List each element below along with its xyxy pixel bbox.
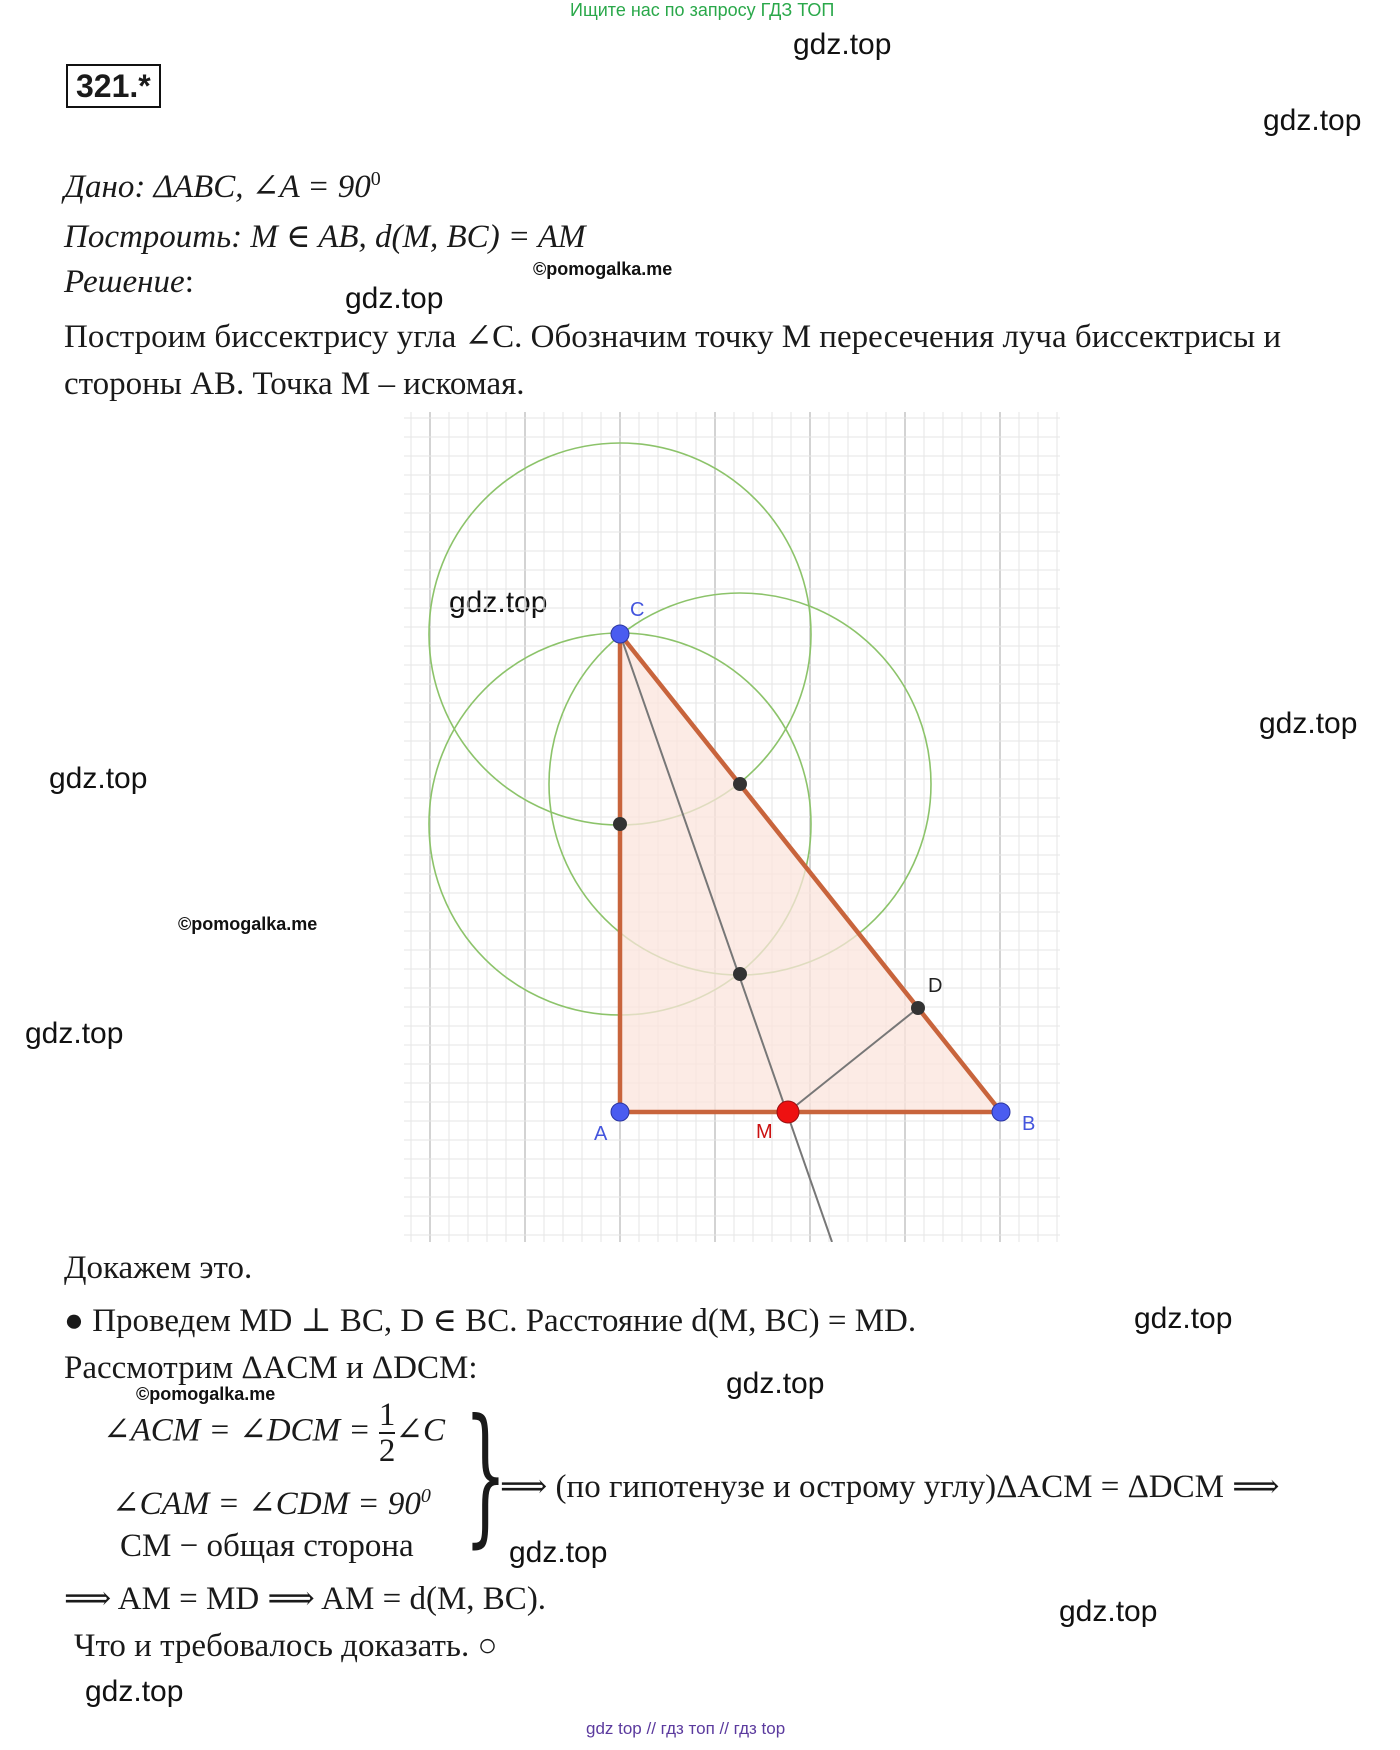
proof-intro: Докажем это. bbox=[64, 1250, 253, 1286]
system-brace: } bbox=[464, 1388, 507, 1562]
search-banner[interactable]: Ищите нас по запросу ГДЗ ТОП bbox=[570, 0, 835, 20]
fraction-half bbox=[379, 1398, 396, 1468]
fraction-denominator: 2 bbox=[378, 1433, 396, 1469]
watermark-pomogalka: ©pomogalka.me bbox=[136, 1384, 276, 1404]
system-row-1 bbox=[103, 1398, 445, 1468]
watermark-gdz: gdz.top bbox=[509, 1536, 608, 1569]
proof-consider: Рассмотрим ΔACM и ΔDCM: bbox=[64, 1350, 478, 1386]
point-b bbox=[992, 1103, 1010, 1121]
watermark-gdz: gdz.top bbox=[793, 28, 892, 61]
point-c bbox=[611, 625, 629, 643]
proof-step-1 bbox=[64, 1300, 916, 1340]
construct-line bbox=[64, 216, 586, 256]
watermark-gdz: gdz.top bbox=[25, 1017, 124, 1050]
point-m bbox=[777, 1101, 799, 1123]
system-row-2 bbox=[112, 1483, 431, 1523]
solution-heading bbox=[64, 264, 194, 301]
construction-figure bbox=[404, 412, 1060, 1242]
row1-right: ∠C bbox=[395, 1412, 445, 1449]
fraction-numerator: 1 bbox=[378, 1397, 396, 1433]
label-m: M bbox=[756, 1121, 773, 1143]
point-d bbox=[911, 1001, 925, 1015]
watermark-gdz: gdz.top bbox=[345, 282, 444, 315]
footer-links[interactable]: gdz top // гдз топ // гдз top bbox=[586, 1719, 786, 1738]
construct-label: Построить bbox=[64, 219, 232, 255]
label-b: B bbox=[1022, 1113, 1036, 1135]
point-a bbox=[611, 1103, 629, 1121]
proof-final: ⟹ AM = MD ⟹ AM = d(M, BC). bbox=[64, 1581, 547, 1617]
step-1-text: Проведем MD ⊥ BC, D ∈ BC. Расстояние d(M, BC) = MD. bbox=[92, 1303, 917, 1339]
watermark-pomogalka: ©pomogalka.me bbox=[178, 914, 318, 934]
watermark-gdz: gdz.top bbox=[449, 586, 548, 619]
given-label: Дано bbox=[64, 169, 135, 205]
label-d: D bbox=[928, 975, 943, 997]
watermark-gdz: gdz.top bbox=[1134, 1302, 1233, 1335]
solution-colon: : bbox=[184, 264, 194, 300]
watermark-pomogalka: ©pomogalka.me bbox=[533, 259, 673, 279]
watermark-gdz: gdz.top bbox=[1259, 707, 1358, 740]
watermark-gdz: gdz.top bbox=[1263, 104, 1362, 137]
row2-text: ∠CAM = ∠CDM = 90 bbox=[112, 1486, 421, 1522]
row1-left: ∠ACM = ∠DCM = bbox=[103, 1412, 379, 1449]
qed-line: Что и требовалось доказать. ○ bbox=[74, 1628, 498, 1664]
bullet: ● bbox=[64, 1303, 84, 1339]
label-c: C bbox=[630, 599, 645, 621]
construction-point bbox=[733, 967, 747, 981]
watermark-gdz: gdz.top bbox=[726, 1367, 825, 1400]
given-line bbox=[64, 166, 381, 206]
label-a: A bbox=[594, 1123, 608, 1145]
solution-label: Решение bbox=[64, 264, 185, 300]
system-row-3: CM − общая сторона bbox=[120, 1528, 414, 1564]
problem-number: 321.* bbox=[66, 64, 161, 108]
solution-line-2: стороны AB. Точка M – искомая. bbox=[64, 366, 525, 402]
watermark-gdz: gdz.top bbox=[49, 762, 148, 795]
watermark-gdz: gdz.top bbox=[1059, 1595, 1158, 1628]
row2-degree: 0 bbox=[420, 1485, 431, 1507]
given-text: : ΔABC, ∠A = 90 bbox=[134, 169, 371, 205]
construct-text: : M ∈ AB, d(M, BC) = AM bbox=[231, 219, 586, 255]
construction-point bbox=[733, 777, 747, 791]
proof-conclusion: ⟹ (по гипотенузе и острому углу)ΔACM = ΔDCM ⟹ bbox=[500, 1469, 1280, 1505]
watermark-gdz: gdz.top bbox=[85, 1675, 184, 1708]
given-degree: 0 bbox=[370, 168, 381, 190]
construction-point bbox=[613, 817, 627, 831]
solution-line-1: Построим биссектрису угла ∠C. Обозначим точку M пересечения луча биссектрисы и bbox=[64, 319, 1282, 355]
